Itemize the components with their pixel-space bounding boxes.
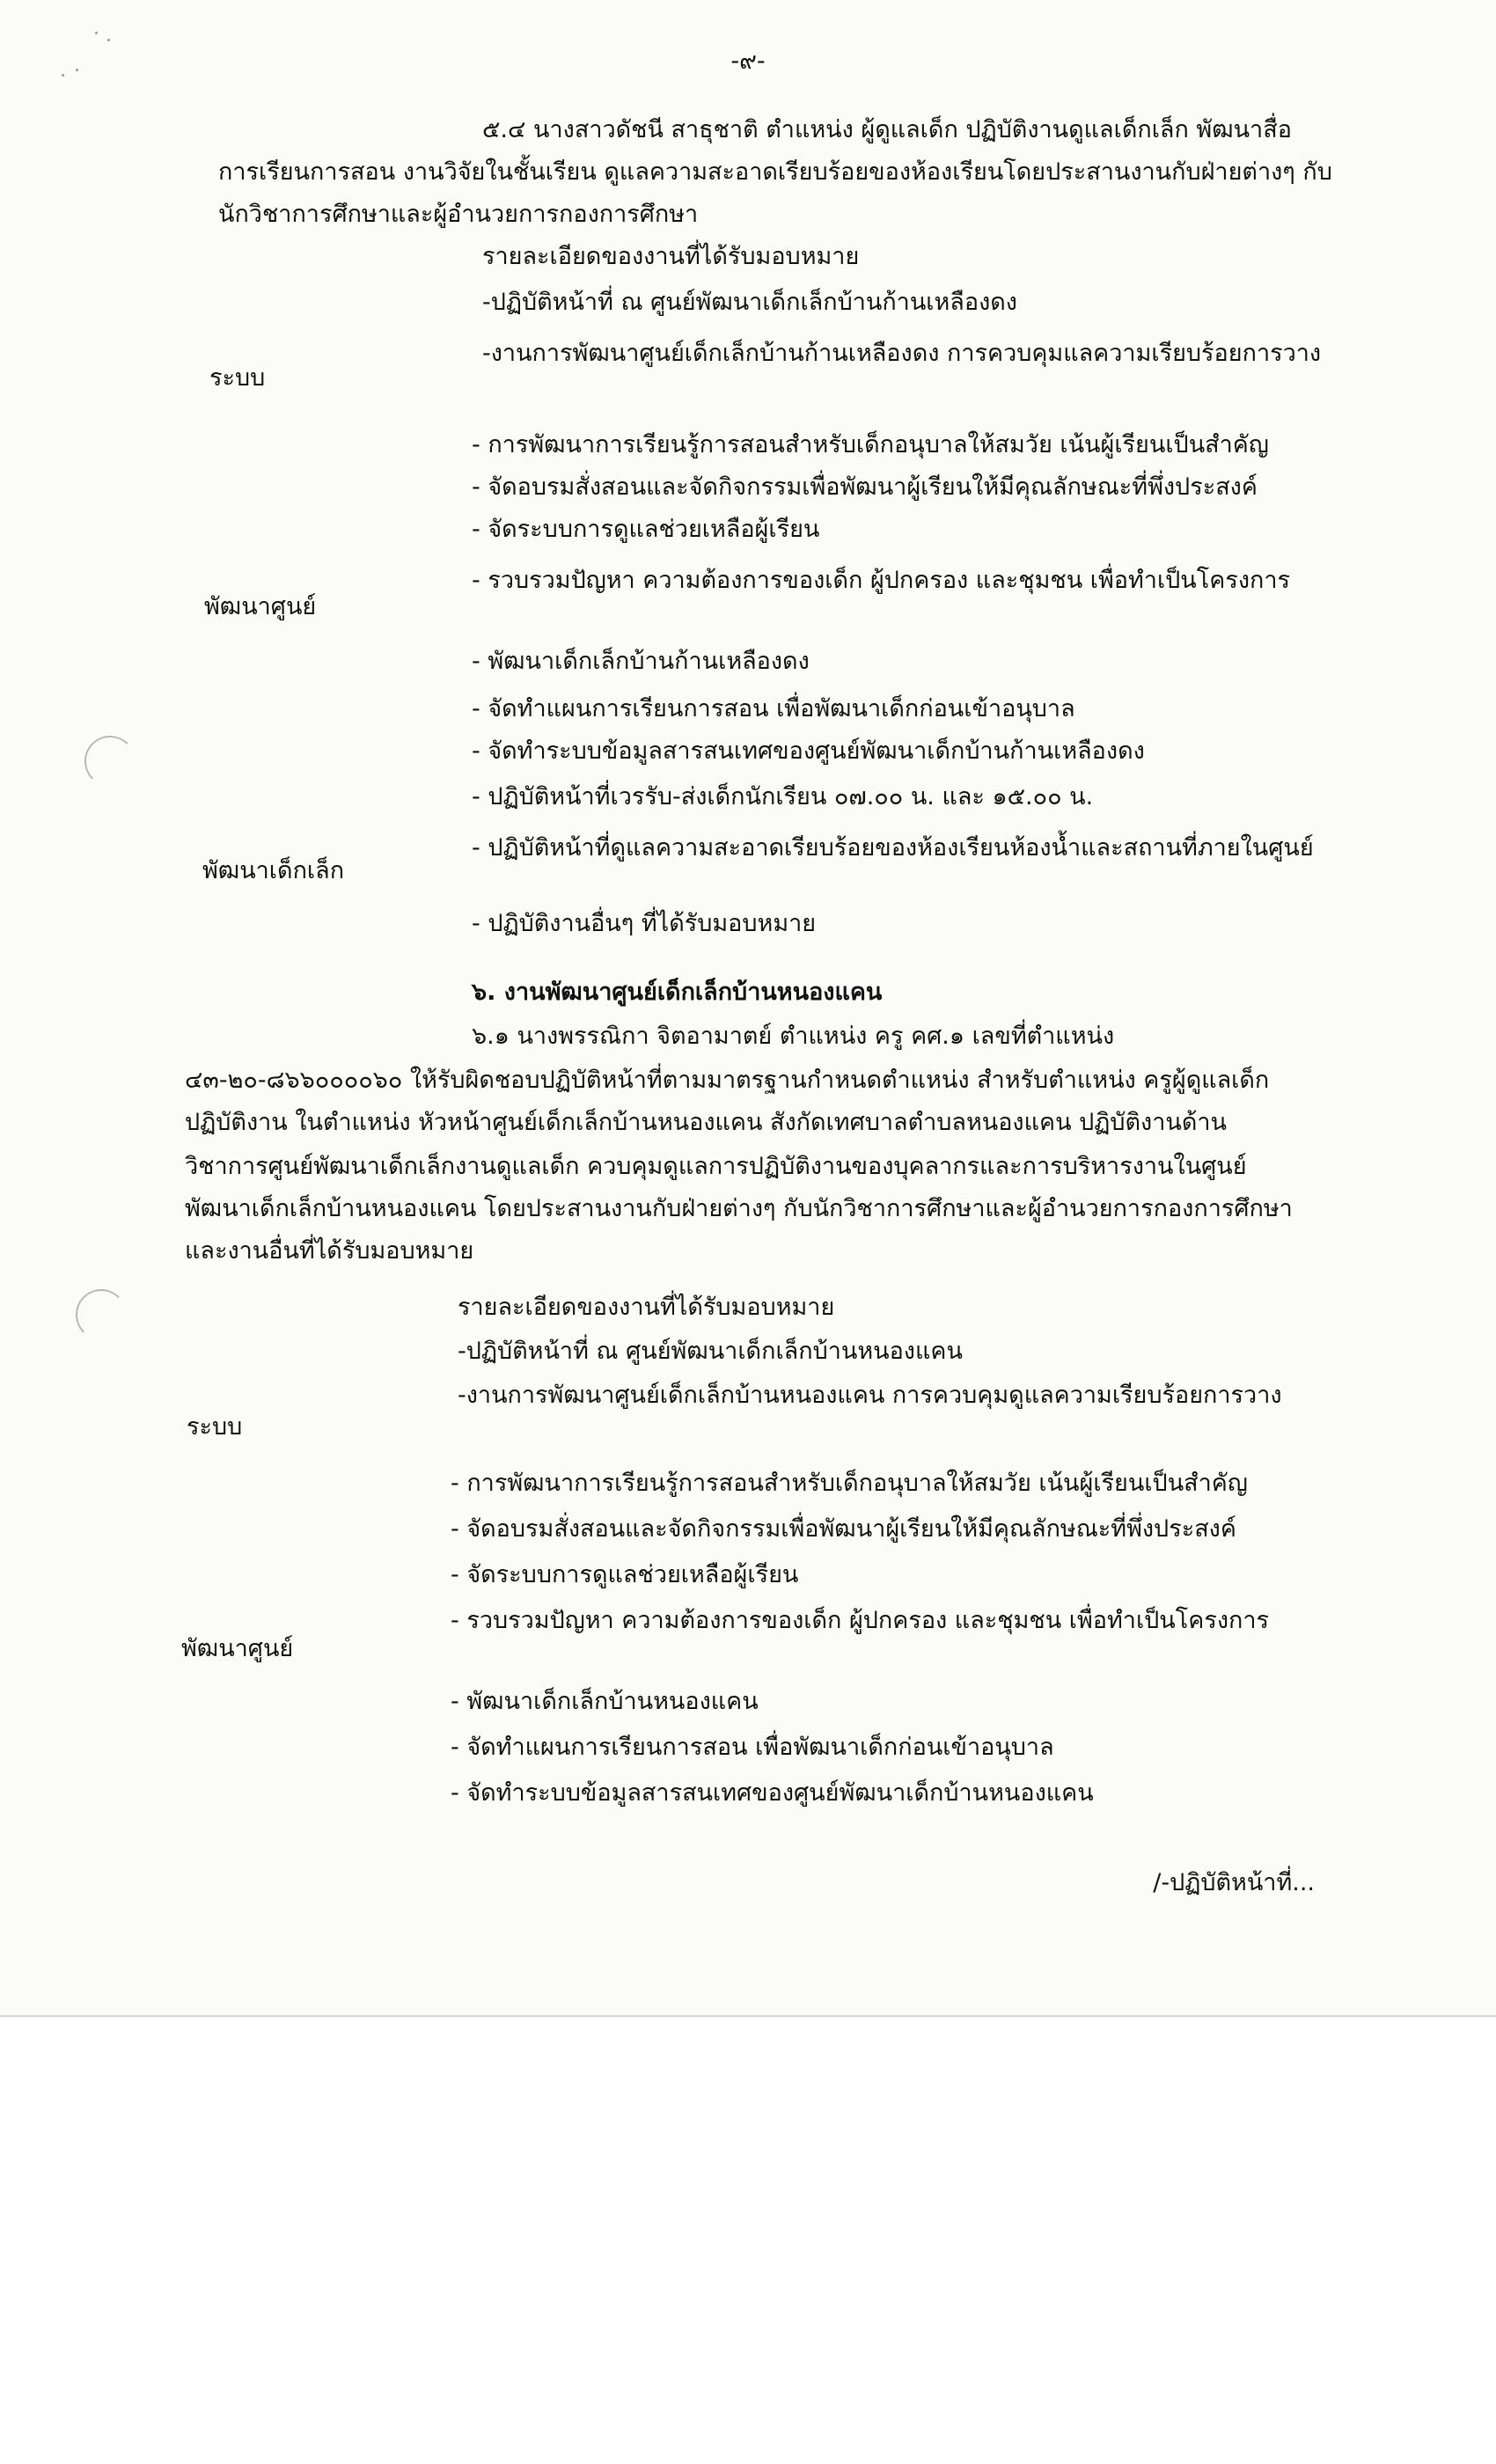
duties-heading: รายละเอียดของงานที่ได้รับมอบหมาย	[458, 1294, 835, 1321]
punch-hole-mark	[84, 736, 136, 787]
paragraph-line: ๔๓-๒๐-๘๖๖๐๐๐๐๖๐ ให้รับผิดชอบปฏิบัติหน้าที่ตามมาตรฐานกำหนดตำแหน่ง สำหรับตำแหน่ง ครูผู้ดูแลเด็ก	[185, 1067, 1270, 1094]
paragraph-line: ปฏิบัติงาน ในตำแหน่ง หัวหน้าศูนย์เด็กเล็กบ้านหนองแคน สังกัดเทศบาลตำบลหนองแคน ปฏิบัติงานด้าน	[185, 1109, 1228, 1136]
punch-hole-mark	[76, 1289, 127, 1340]
scan-page-edge	[0, 2015, 1496, 2017]
duty-line-continuation: ระบบ	[187, 1413, 243, 1441]
list-item: - จัดทำแผนการเรียนการสอน เพื่อพัฒนาเด็กก่อนเข้าอนุบาล	[451, 1734, 1054, 1761]
scan-speck	[95, 32, 98, 34]
list-item: - การพัฒนาการเรียนรู้การสอนสำหรับเด็กอนุบาลให้สมวัย เน้นผู้เรียนเป็นสำคัญ	[472, 431, 1269, 458]
list-item: - จัดทำระบบข้อมูลสารสนเทศของศูนย์พัฒนาเด็กบ้านก้านเหลืองดง	[472, 737, 1145, 765]
duty-line: -งานการพัฒนาศูนย์เด็กเล็กบ้านหนองแคน การควบคุมดูแลความเรียบร้อยการวาง	[458, 1382, 1282, 1409]
paragraph-line: การเรียนการสอน งานวิจัยในชั้นเรียน ดูแลความสะอาดเรียบร้อยของห้องเรียนโดยประสานงานกับฝ่ายต่างๆ กับ	[218, 158, 1332, 186]
list-item-continuation: พัฒนาศูนย์	[181, 1635, 294, 1662]
list-item: - จัดระบบการดูแลช่วยเหลือผู้เรียน	[451, 1561, 799, 1588]
list-item: - ปฏิบัติงานอื่นๆ ที่ได้รับมอบหมาย	[472, 910, 817, 937]
paragraph-line: ๕.๔ นางสาวดัชนี สาธุชาติ ตำแหน่ง ผู้ดูแลเด็ก ปฏิบัติงานดูแลเด็กเล็ก พัฒนาสื่อ	[482, 116, 1292, 143]
page-number: -๙-	[730, 48, 766, 75]
list-item: - การพัฒนาการเรียนรู้การสอนสำหรับเด็กอนุบาลให้สมวัย เน้นผู้เรียนเป็นสำคัญ	[451, 1470, 1248, 1497]
duty-line-continuation: ระบบ	[209, 364, 266, 392]
list-item: - รวบรวมปัญหา ความต้องการของเด็ก ผู้ปกครอง และชุมชน เพื่อทำเป็นโครงการ	[451, 1607, 1270, 1634]
list-item: - พัฒนาเด็กเล็กบ้านก้านเหลืองดง	[472, 648, 810, 675]
list-item: - จัดระบบการดูแลช่วยเหลือผู้เรียน	[472, 516, 820, 543]
list-item-continuation: พัฒนาเด็กเล็ก	[202, 857, 345, 884]
list-item: - ปฏิบัติหน้าที่ดูแลความสะอาดเรียบร้อยของห้องเรียนห้องน้ำและสถานที่ภายในศูนย์	[472, 834, 1314, 862]
list-item-continuation: พัฒนาศูนย์	[204, 593, 317, 620]
paragraph-line: นักวิชาการศึกษาและผู้อำนวยการกองการศึกษา	[218, 201, 699, 228]
list-item: - พัฒนาเด็กเล็กบ้านหนองแคน	[451, 1688, 759, 1715]
paragraph-line: ๖.๑ นางพรรณิกา จิตอามาตย์ ตำแหน่ง ครู คศ.๑ เลขที่ตำแหน่ง	[472, 1023, 1115, 1050]
duties-heading: รายละเอียดของงานที่ได้รับมอบหมาย	[482, 243, 860, 270]
list-item: - จัดอบรมสั่งสอนและจัดกิจกรรมเพื่อพัฒนาผู้เรียนให้มีคุณลักษณะที่พึ่งประสงค์	[472, 473, 1258, 501]
duty-line: -ปฏิบัติหน้าที่ ณ ศูนย์พัฒนาเด็กเล็กบ้านหนองแคน	[458, 1338, 963, 1365]
page-continuation-footer: /-ปฏิบัติหน้าที่...	[1153, 1869, 1315, 1896]
list-item: - จัดอบรมสั่งสอนและจัดกิจกรรมเพื่อพัฒนาผู้เรียนให้มีคุณลักษณะที่พึ่งประสงค์	[451, 1515, 1236, 1543]
list-item: - ปฏิบัติหน้าที่เวรรับ-ส่งเด็กนักเรียน ๐๗.๐๐ น. และ ๑๕.๐๐ น.	[472, 783, 1094, 810]
list-item: - รวบรวมปัญหา ความต้องการของเด็ก ผู้ปกครอง และชุมชน เพื่อทำเป็นโครงการ	[472, 567, 1291, 594]
duty-line: -ปฏิบัติหน้าที่ ณ ศูนย์พัฒนาเด็กเล็กบ้านก้านเหลืองดง	[482, 289, 1017, 316]
section-heading: ๖. งานพัฒนาศูนย์เด็กเล็กบ้านหนองแคน	[472, 979, 883, 1006]
paragraph-line: และงานอื่นที่ได้รับมอบหมาย	[185, 1237, 474, 1265]
paragraph-line: วิชาการศูนย์พัฒนาเด็กเล็กงานดูแลเด็ก ควบคุมดูแลการปฏิบัติงานของบุคลากรและการบริหารงานในศูนย์	[185, 1153, 1247, 1180]
paragraph-line: พัฒนาเด็กเล็กบ้านหนองแคน โดยประสานงานกับฝ่ายต่างๆ กับนักวิชาการศึกษาและผู้อำนวยการกองการศึกษา	[185, 1195, 1293, 1222]
list-item: - จัดทำระบบข้อมูลสารสนเทศของศูนย์พัฒนาเด็กบ้านหนองแคน	[451, 1779, 1094, 1807]
list-item: - จัดทำแผนการเรียนการสอน เพื่อพัฒนาเด็กก่อนเข้าอนุบาล	[472, 695, 1075, 722]
scan-speck	[107, 39, 110, 41]
duty-line: -งานการพัฒนาศูนย์เด็กเล็กบ้านก้านเหลืองดง การควบคุมแลความเรียบร้อยการวาง	[482, 340, 1322, 367]
